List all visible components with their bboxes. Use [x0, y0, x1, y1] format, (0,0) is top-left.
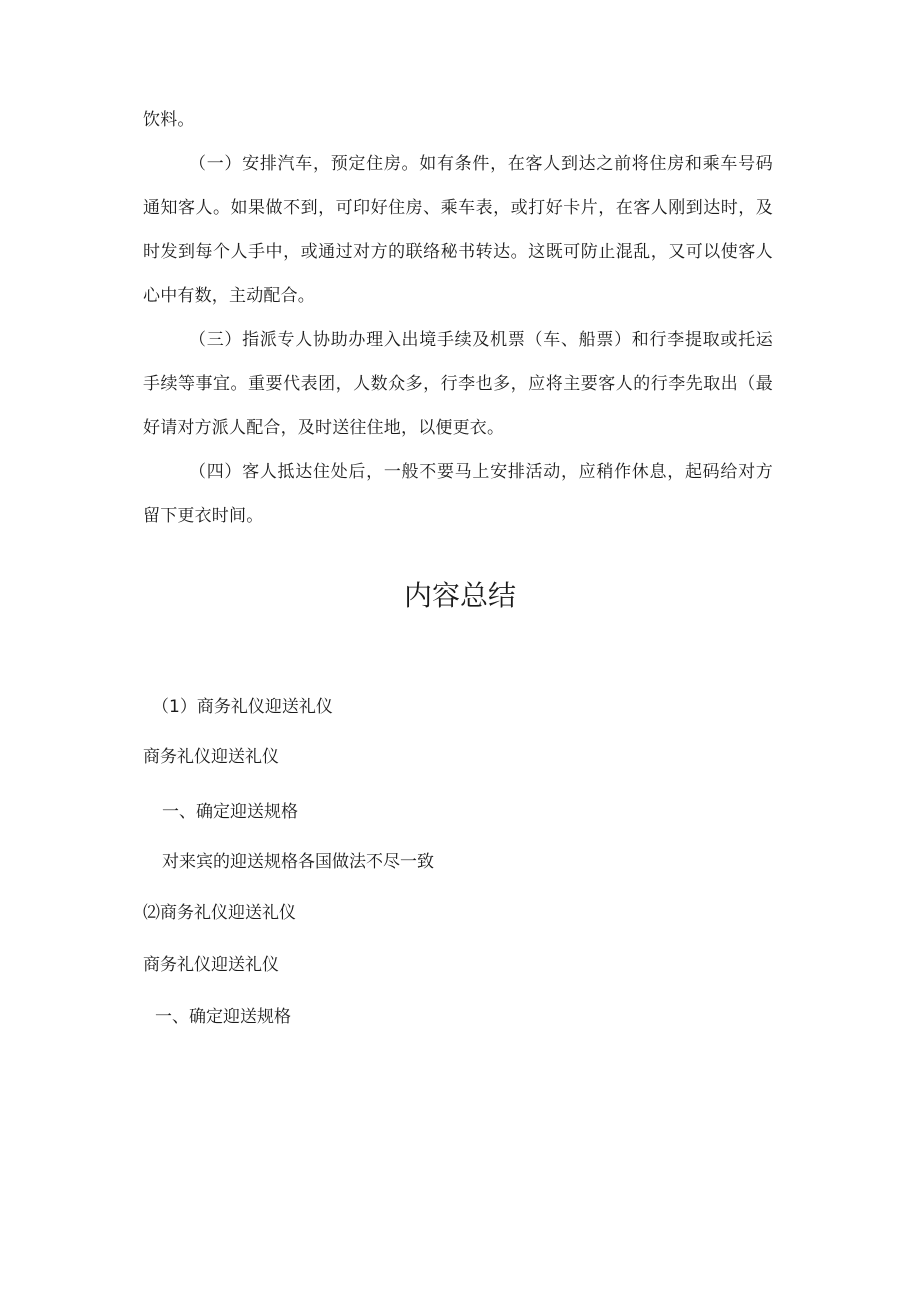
summary-item-5: ⑵商务礼仪迎送礼仪: [143, 903, 296, 923]
summary-item-7: 一、确定迎送规格: [155, 1007, 291, 1027]
summary-item-6: 商务礼仪迎送礼仪: [143, 955, 279, 975]
summary-title: 内容总结: [403, 579, 516, 612]
paragraph-continuation: 饮料。: [143, 110, 195, 130]
summary-item-2: 商务礼仪迎送礼仪: [143, 747, 279, 767]
paragraph-assign-staff: （三）指派专人协助办理入出境手续及机票（车、船票）和行李提取或托运手续等事宜。重要代表团，人数众多，行李也多，应将主要客人的行李先取出（最好请对方派人配合，及时送往住地，以便更衣。: [143, 330, 773, 438]
summary-item-4: 对来宾的迎送规格各国做法不尽一致: [162, 852, 434, 872]
paragraph-rest-time: （四）客人抵达住处后，一般不要马上安排活动，应稍作休息，起码给对方留下更衣时间。: [143, 462, 773, 526]
paragraph-arrange-cars: （一）安排汽车，预定住房。如有条件，在客人到达之前将住房和乘车号码通知客人。如果做不到，可印好住房、乘车表，或打好卡片，在客人刚到达时，及时发到每个人手中，或通过对方的联络秘书转达。这既可防止混乱，又可以使客人心中有数，主动配合。: [143, 154, 773, 306]
summary-item-3: 一、确定迎送规格: [162, 802, 298, 822]
summary-item-1: （1）商务礼仪迎送礼仪: [152, 697, 333, 717]
